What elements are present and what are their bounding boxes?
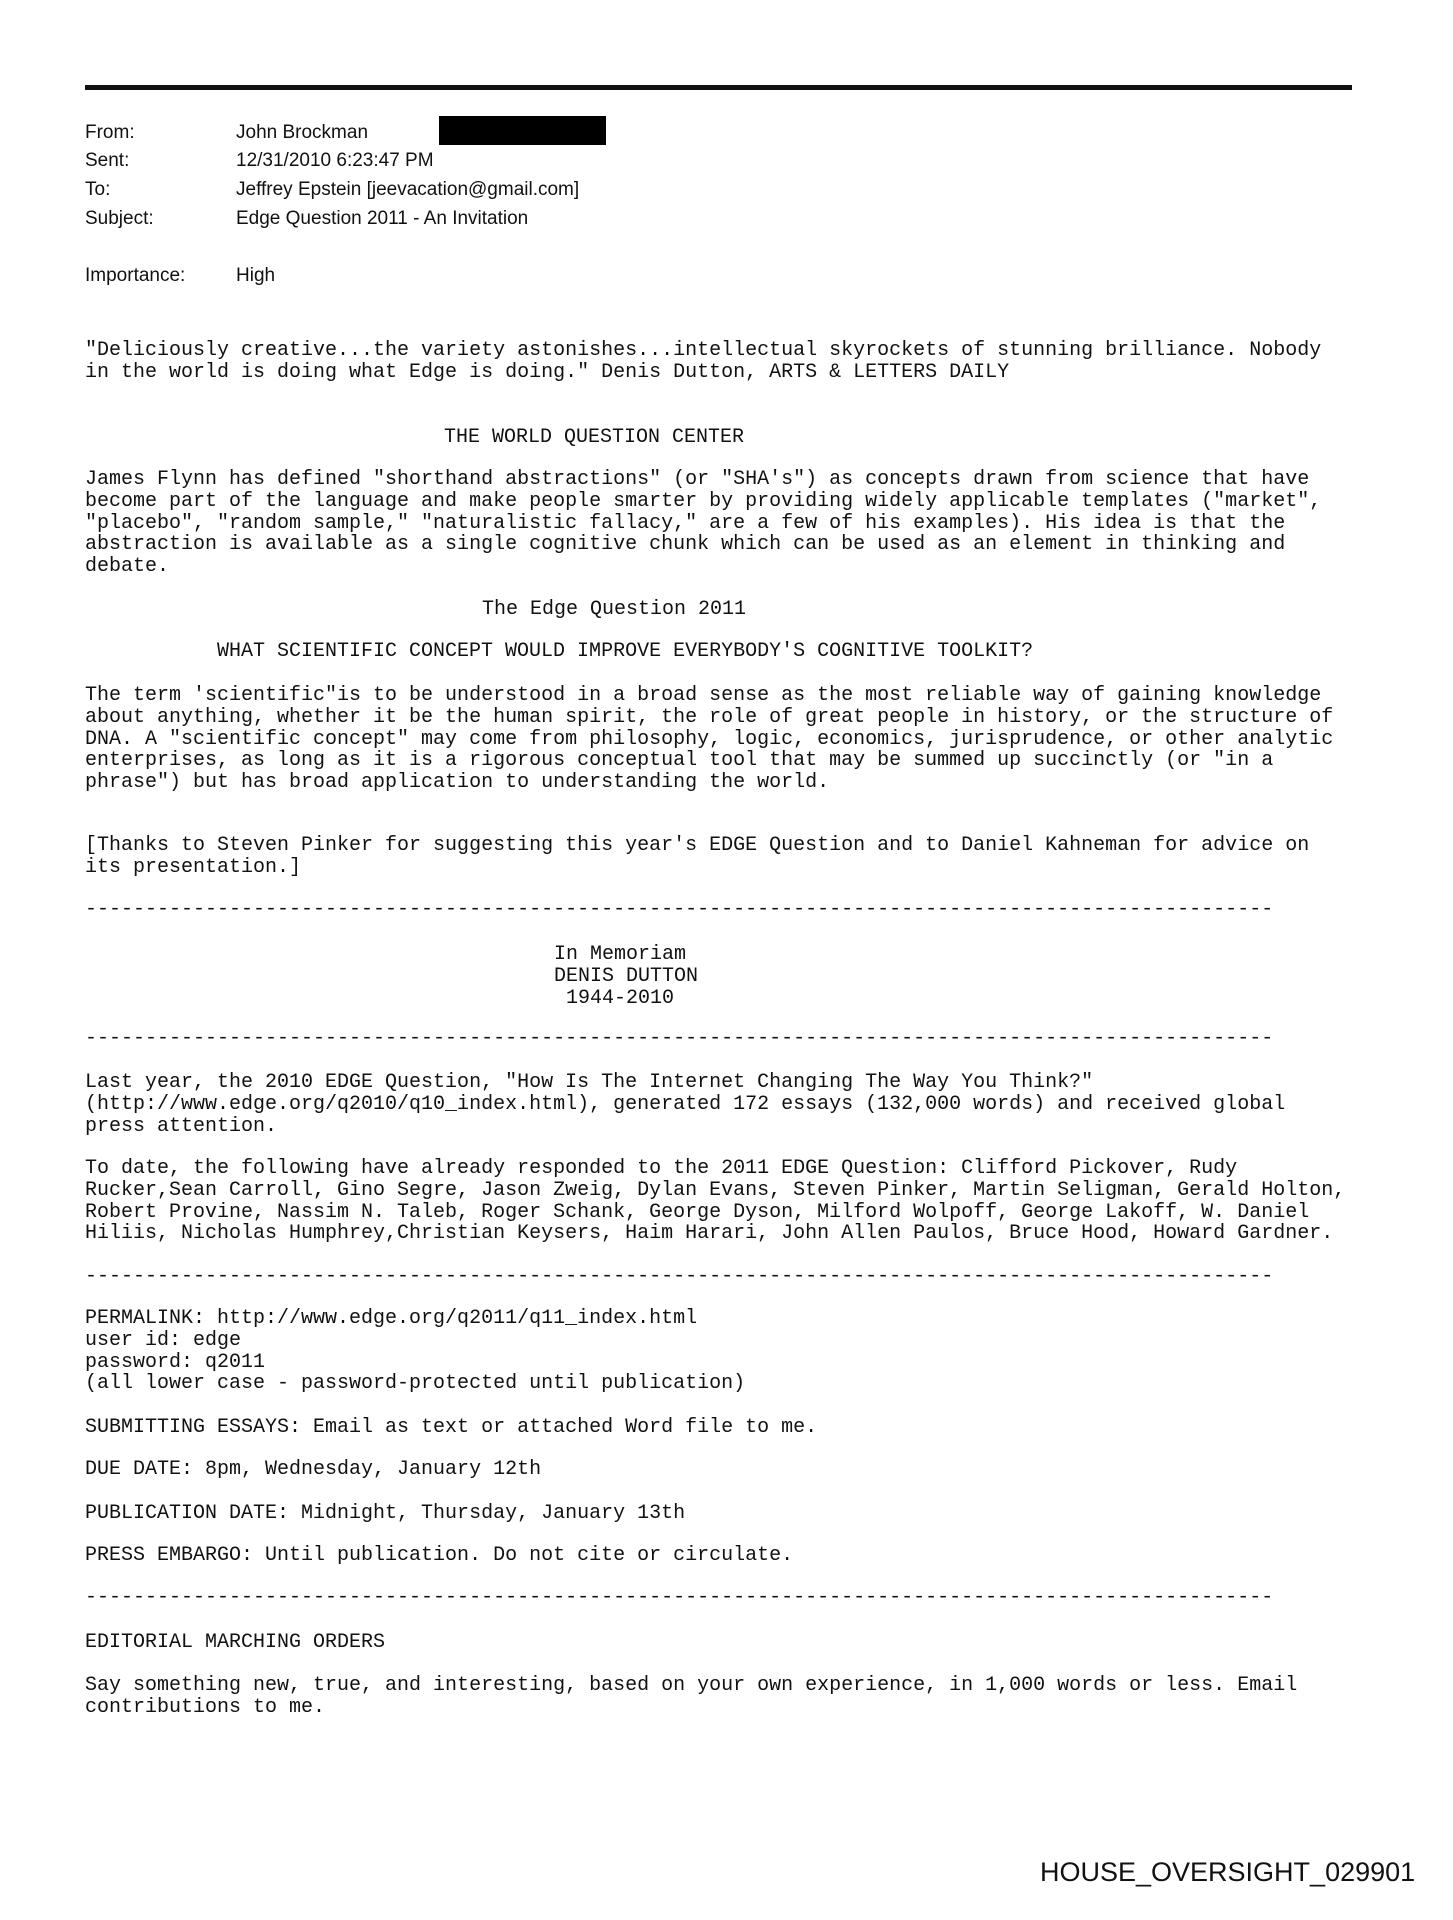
text-line: The term 'scientific"is to be understood in a broad sense as the most reliable way of gaining knowledge — [85, 684, 1322, 707]
memoriam — [554, 944, 698, 1009]
last-year-paragraph — [85, 1072, 1285, 1137]
publication-date: PUBLICATION DATE: Midnight, Thursday, January 13th — [85, 1502, 686, 1525]
divider: --------------------------------------------------------------------------------------------------- — [85, 1265, 1274, 1288]
text-line: Say something new, true, and interesting, based on your own experience, in 1,000 words or less. Email — [85, 1674, 1298, 1697]
subject-label: Subject: — [85, 208, 154, 229]
text-line: DENIS DUTTON — [554, 964, 699, 988]
text-line: Last year, the 2010 EDGE Question, "How Is The Internet Changing The Way You Think?" — [85, 1071, 1094, 1094]
editorial-title: EDITORIAL MARCHING ORDERS — [85, 1631, 386, 1654]
text-line: Rucker,Sean Carroll, Gino Segre, Jason Zweig, Dylan Evans, Steven Pinker, Martin Seligman, Gerald Holton, — [85, 1178, 1346, 1202]
text-line: abstraction is available as a single cognitive chunk which can be used as an element in thinking and — [85, 533, 1286, 557]
text-line: Hiliis, Nicholas Humphrey,Christian Keysers, Haim Harari, John Allen Paulos, Bruce Hood, Howard Gardner. — [85, 1222, 1334, 1246]
text-line: phrase") but has broad application to understanding the world. — [85, 771, 830, 795]
from-value: John Brockman — [236, 122, 369, 143]
user-id-line: user id: edge — [85, 1328, 242, 1352]
divider: --------------------------------------------------------------------------------------------------- — [85, 898, 1274, 921]
quote — [85, 340, 1321, 384]
text-line: 1944-2010 — [554, 986, 675, 1010]
importance-value: High — [236, 265, 276, 286]
to-date-paragraph — [85, 1158, 1345, 1245]
sent-label: Sent: — [85, 150, 130, 171]
permalink-line: PERMALINK: http://www.edge.org/q2011/q11_index.html — [85, 1307, 698, 1330]
redaction-box — [439, 116, 606, 145]
to-label: To: — [85, 179, 111, 200]
password-line: password: q2011 — [85, 1350, 266, 1374]
text-line: [Thanks to Steven Pinker for suggesting this year's EDGE Question and to Daniel Kahneman for advice on — [85, 834, 1310, 857]
flynn-paragraph — [85, 469, 1321, 578]
text-line: "placebo", "random sample," "naturalistic fallacy," are a few of his examples). His idea is that the — [85, 511, 1286, 535]
top-rule — [85, 85, 1352, 90]
to-value: Jeffrey Epstein [jeevacation@gmail.com] — [236, 179, 580, 200]
bates-number: HOUSE_OVERSIGHT_029901 — [1040, 1857, 1416, 1887]
press-embargo: PRESS EMBARGO: Until publication. Do not cite or circulate. — [85, 1544, 794, 1567]
text-line: in the world is doing what Edge is doing." Denis Dutton, ARTS & LETTERS DAILY — [85, 360, 1010, 384]
text-line: James Flynn has defined "shorthand abstractions" (or "SHA's") as concepts drawn from science that have — [85, 468, 1310, 491]
editorial-paragraph — [85, 1675, 1297, 1719]
text-line: enterprises, as long as it is a rigorous conceptual tool that may be summed up succinctly (or "in a — [85, 749, 1274, 773]
thanks-paragraph — [85, 835, 1309, 879]
importance-label: Importance: — [85, 265, 186, 286]
text-line: Robert Provine, Nassim N. Taleb, Roger Schank, George Dyson, Milford Wolpoff, George Lakoff, W. Daniel — [85, 1200, 1310, 1224]
due-date: DUE DATE: 8pm, Wednesday, January 12th — [85, 1458, 542, 1481]
text-line: its presentation.] — [85, 855, 302, 879]
text-line: In Memoriam — [554, 943, 687, 966]
text-line: debate. — [85, 555, 170, 579]
subject-value: Edge Question 2011 - An Invitation — [236, 208, 529, 229]
question: WHAT SCIENTIFIC CONCEPT WOULD IMPROVE EVERYBODY'S COGNITIVE TOOLKIT? — [217, 640, 1034, 663]
term-paragraph — [85, 685, 1333, 794]
from-label: From: — [85, 122, 135, 143]
text-line: DNA. A "scientific concept" may come from philosophy, logic, economics, jurisprudence, or other analytic — [85, 727, 1334, 751]
divider: --------------------------------------------------------------------------------------------------- — [85, 1586, 1274, 1609]
center-title: THE WORLD QUESTION CENTER — [444, 426, 745, 449]
submitting-essays: SUBMITTING ESSAYS: Email as text or attached Word file to me. — [85, 1416, 818, 1439]
permalink-block — [85, 1308, 745, 1395]
text-line: "Deliciously creative...the variety astonishes...intellectual skyrockets of stunning brilliance. Nobody — [85, 339, 1322, 362]
text-line: about anything, whether it be the human spirit, the role of great people in history, or the structure of — [85, 705, 1334, 729]
text-line: contributions to me. — [85, 1695, 326, 1719]
divider: --------------------------------------------------------------------------------------------------- — [85, 1027, 1274, 1050]
sent-value: 12/31/2010 6:23:47 PM — [236, 150, 434, 171]
text-line: become part of the language and make people smarter by providing widely applicable templates ("market", — [85, 489, 1322, 513]
text-line: To date, the following have already responded to the 2011 EDGE Question: Clifford Pickover, Rudy — [85, 1157, 1238, 1180]
text-line: press attention. — [85, 1114, 278, 1138]
edge-question-title: The Edge Question 2011 — [482, 598, 747, 621]
text-line: (all lower case - password-protected until publication) — [85, 1372, 746, 1396]
text-line: (http://www.edge.org/q2010/q10_index.html), generated 172 essays (132,000 words) and received global — [85, 1092, 1286, 1116]
